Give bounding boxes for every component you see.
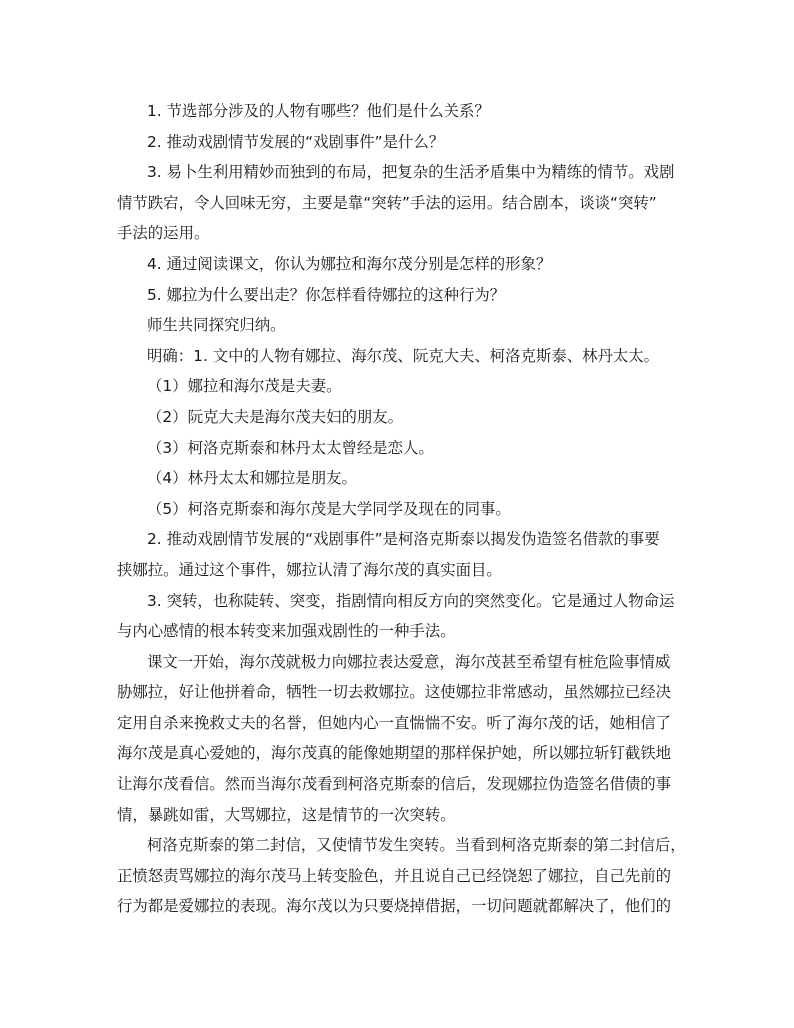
answer-1: 明确：1. 文中的人物有娜拉、海尔茂、阮克大夫、柯洛克斯泰、林丹太太。 [147,346,660,365]
answer-2-line-1: 2. 推动戏剧情节发展的“戏剧事件”是柯洛克斯泰以揭发伪造签名借款的事要 [147,530,660,549]
document-body [117,96,686,922]
relation-2: （2）阮克大夫是海尔茂夫妇的朋友。 [147,407,404,426]
question-5: 5. 娜拉为什么要出走？你怎样看待娜拉的这种行为？ [147,285,506,304]
answer-3-line-1: 3. 突转，也称陡转、突变，指剧情向相反方向的突然变化。它是通过人物命运 [147,591,675,610]
answer-2-line-2: 挟娜拉。通过这个事件，娜拉认清了海尔茂的真实面目。 [117,560,502,579]
paragraph-2-line-1: 柯洛克斯泰的第二封信，又使情节发生突转。当看到柯洛克斯泰的第二封信后， [147,836,686,855]
question-3-line-3: 手法的运用。 [117,224,210,243]
paragraph-1-line-3: 定用自杀来挽救丈夫的名誉，但她内心一直惴惴不安。听了海尔茂的话，她相信了 [117,713,672,732]
paragraph-2-line-2: 正愤怒责骂娜拉的海尔茂马上转变脸色，并且说自己已经饶恕了娜拉，自己先前的 [117,866,672,885]
question-1: 1. 节选部分涉及的人物有哪些？他们是什么关系？ [147,102,490,120]
paragraph-1-line-1: 课文一开始，海尔茂就极力向娜拉表达爱意，海尔茂甚至希望有桩危险事情威 [147,652,671,671]
question-4: 4. 通过阅读课文，你认为娜拉和海尔茂分别是怎样的形象？ [147,254,552,273]
question-3-line-1: 3. 易卜生利用精妙而独到的布局，把复杂的生活矛盾集中为精练的情节。戏剧 [147,163,675,182]
relation-1: （1）娜拉和海尔茂是夫妻。 [147,377,342,396]
paragraph-1-line-5: 让海尔茂看信。然而当海尔茂看到柯洛克斯泰的信后，发现娜拉伪造签名借债的事 [117,775,672,794]
question-2: 2. 推动戏剧情节发展的“戏剧事件”是什么？ [147,132,445,151]
relation-3: （3）柯洛克斯泰和林丹太太曾经是恋人。 [147,438,434,457]
paragraph-1-line-2: 胁娜拉，好让他拼着命，牺牲一切去救娜拉。这使娜拉非常感动，虽然娜拉已经决 [117,683,672,702]
summary-intro: 师生共同探究归纳。 [147,316,286,335]
paragraph-2-line-3: 行为都是爱娜拉的表现。海尔茂以为只要烧掉借据，一切问题就都解决了，他们的 [117,897,672,916]
relation-4: （4）林丹太太和娜拉是朋友。 [147,469,357,488]
question-3-line-2: 情节跌宕，令人回味无穷，主要是靠“突转”手法的运用。结合剧本，谈谈“突转” [117,193,657,212]
answer-3-line-2: 与内心感情的根本转变来加强戏剧性的一种手法。 [117,622,456,641]
paragraph-1-line-4: 海尔茂是真心爱她的，海尔茂真的能像她期望的那样保护她，所以娜拉斩钉截铁地 [117,744,672,763]
paragraph-1-line-6: 情，暴跳如雷，大骂娜拉，这是情节的一次突转。 [117,805,456,824]
relation-5: （5）柯洛克斯泰和海尔茂是大学同学及现在的同事。 [147,499,511,518]
